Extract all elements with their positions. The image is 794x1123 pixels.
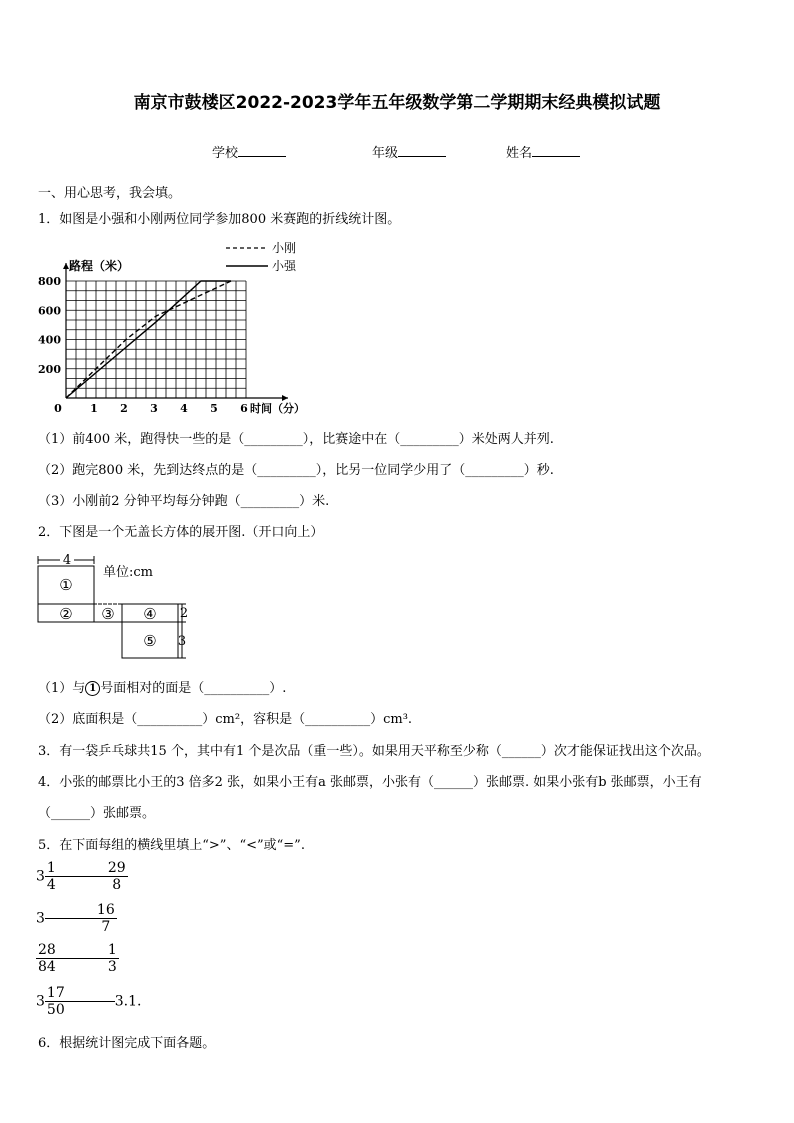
legend-label: 小强: [272, 259, 297, 273]
grade-field: [372, 142, 446, 161]
question-4-line-1: 4．小张的邮票比小王的3 倍多2 张，如果小王有a 张邮票，小张有（______）张邮票. 如果小张有b 张邮票，小王有: [38, 775, 702, 790]
question-4-line-2: （______）张邮票。: [38, 806, 156, 821]
x-tick-label: 4: [180, 402, 188, 415]
face-5-label: ⑤: [143, 632, 157, 650]
name-blank[interactable]: [532, 144, 580, 157]
chart-ticks: [38, 275, 305, 415]
y-tick-label: 600: [38, 304, 61, 318]
grade-blank[interactable]: [398, 144, 446, 157]
face-4-label: ④: [143, 605, 157, 623]
x-tick-label: 1: [90, 402, 98, 415]
question-2: 2．下图是一个无盖长方体的展开图.（开口向上）: [38, 525, 324, 540]
legend-label: 小刚: [272, 241, 297, 255]
name-label: 姓名: [506, 146, 533, 161]
x-tick-label: 5: [210, 402, 218, 415]
y-tick-label: 400: [38, 333, 61, 347]
chart-legend: [226, 240, 297, 273]
y-axis-label: 路程（米）: [69, 259, 130, 273]
x-tick-label: 3: [150, 402, 158, 415]
question-3: 3．有一袋乒乓球共15 个，其中有1 个是次品（重一些）。如果用天平称至少称（______）次才能保证找出这个次品。: [38, 744, 710, 759]
r2-left: 3: [36, 910, 45, 927]
r1-left-fraction: $\frac{1}{4}$: [46, 860, 56, 894]
q1-sub-1: （1）前400 米，跑得快一些的是（_________），比赛途中在（_________）米处两人并列.: [38, 432, 554, 447]
y-tick-label: 200: [38, 362, 61, 376]
unit-label: 单位:cm: [103, 565, 153, 580]
circled-one-icon: 1: [85, 681, 100, 696]
face-3-label: ③: [101, 605, 115, 623]
question-6: 6．根据统计图完成下面各题。: [38, 1036, 216, 1051]
dim-top-label: 4: [62, 553, 72, 568]
school-blank[interactable]: [238, 144, 286, 157]
page-title: 南京市鼓楼区2022-2023学年五年级数学第二学期期末经典模拟试题: [133, 93, 661, 113]
r3-left-fraction: $\frac{28}{84}$: [38, 942, 56, 976]
q1-sub-2: （2）跑完800 米，先到达终点的是（_________），比另一位同学少用了（_________）秒.: [38, 463, 554, 478]
q2-sub-1: [38, 677, 286, 696]
q2-sub-1-post: 号面相对的面是（__________）.: [100, 681, 287, 696]
x-axis-arrow: [282, 395, 288, 401]
q2-sub-1-pre: （1）与: [38, 681, 86, 696]
face-2-label: ②: [59, 605, 73, 623]
name-field: [506, 142, 580, 161]
dim-right-1-label: 2: [179, 606, 189, 621]
school-label: 学校: [212, 146, 239, 161]
r4-right: 3.1.: [114, 993, 142, 1010]
r4-left-fraction: $\frac{17}{50}$: [46, 985, 65, 1019]
x-tick-label: 2: [120, 402, 128, 415]
q1-sub-3: （3）小刚前2 分钟平均每分钟跑（_________）米.: [38, 494, 330, 509]
x-tick-label: 0: [54, 402, 62, 415]
school-field: [212, 142, 286, 161]
x-tick-label: 6: [240, 402, 248, 415]
line-chart: [36, 238, 326, 416]
question-5: 5．在下面每组的横线里填上“>”、“<”或“=”.: [38, 838, 305, 853]
y-tick-label: 800: [38, 275, 61, 288]
q2-sub-2: （2）底面积是（__________）cm²，容积是（__________）cm³.: [38, 712, 413, 727]
question-1: 1．如图是小强和小刚两位同学参加800 米赛跑的折线统计图。: [38, 212, 401, 227]
r3-answer-blank[interactable]: [58, 958, 106, 959]
compare-row-3: [36, 942, 119, 975]
r2-answer-blank[interactable]: [45, 918, 95, 919]
r1-right-fraction: $\frac{29}{8}$: [107, 860, 126, 894]
compare-row-1: [36, 860, 128, 893]
x-axis-label: 时间（分）: [250, 402, 305, 415]
r2-right-fraction: $\frac{16}{7}$: [96, 902, 115, 936]
chart-grid: [66, 281, 246, 398]
compare-row-4: [36, 985, 141, 1018]
r4-whole: 3: [36, 993, 45, 1010]
r4-answer-blank[interactable]: [67, 1001, 115, 1002]
r1-answer-blank[interactable]: [58, 876, 106, 877]
compare-row-2: [36, 902, 117, 935]
section-heading: 一、用心思考，我会填。: [38, 186, 182, 201]
grade-label: 年级: [372, 146, 399, 161]
face-1-label: ①: [59, 576, 73, 594]
r3-right-fraction: $\frac{1}{3}$: [107, 942, 117, 976]
r1-whole: 3: [36, 868, 45, 885]
dim-right-2-label: 3: [177, 634, 187, 649]
